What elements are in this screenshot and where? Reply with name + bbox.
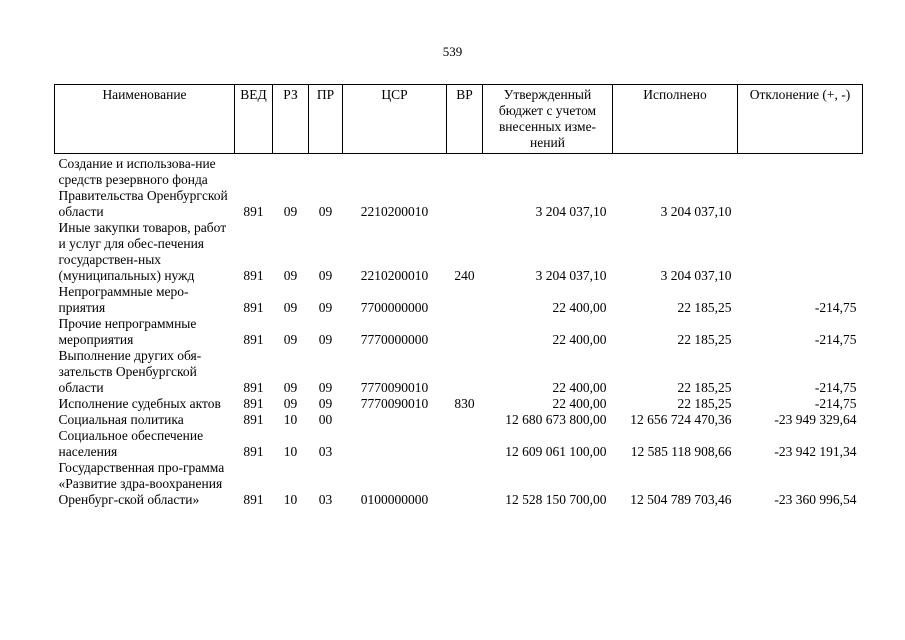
- row-executed: 22 185,25: [677, 396, 732, 411]
- row-vr: [447, 428, 483, 460]
- row-vr: [447, 348, 483, 396]
- row-executed: 12 656 724 470,36: [630, 412, 732, 427]
- budget-table: [54, 84, 863, 508]
- row-vr: [447, 412, 483, 428]
- row-deviation: -214,75: [814, 396, 857, 411]
- row-approved: 3 204 037,10: [535, 268, 607, 283]
- row-executed: 3 204 037,10: [660, 204, 732, 219]
- row-approved: 3 204 037,10: [535, 204, 607, 219]
- row-rz: 09: [283, 380, 298, 395]
- row-executed: 12 504 789 703,46: [630, 492, 732, 507]
- table-row: [55, 348, 863, 396]
- row-csr: 7770090010: [360, 380, 429, 395]
- row-ved: 891: [243, 268, 264, 283]
- row-csr: 2210200010: [360, 204, 429, 219]
- row-ved: 891: [243, 332, 264, 347]
- header-name: Наименование: [55, 85, 235, 154]
- row-rz: 09: [283, 268, 298, 283]
- row-deviation: -23 360 996,54: [774, 492, 857, 507]
- row-pr: 09: [318, 380, 333, 395]
- header-vr: ВР: [447, 85, 483, 154]
- row-executed: 3 204 037,10: [660, 268, 732, 283]
- row-vr: [447, 154, 483, 221]
- row-name: Социальное обеспечение населения: [58, 428, 204, 459]
- row-pr: 09: [318, 204, 333, 219]
- row-approved: 12 528 150 700,00: [505, 492, 607, 507]
- row-csr: 2210200010: [360, 268, 429, 283]
- row-deviation: -214,75: [814, 300, 857, 315]
- row-rz: 09: [283, 332, 298, 347]
- row-name: Иные закупки товаров, работ и услуг для обес-печения государствен-ных (муниципальных) нужд: [58, 220, 227, 283]
- row-csr: [343, 412, 447, 428]
- row-rz: 09: [283, 204, 298, 219]
- row-name: Выполнение других обя-зательств Оренбургской области: [58, 348, 202, 395]
- row-deviation: [738, 154, 863, 221]
- row-deviation: -214,75: [814, 332, 857, 347]
- row-pr: 09: [318, 332, 333, 347]
- header-executed: Исполнено: [613, 85, 738, 154]
- row-vr: [447, 284, 483, 316]
- row-approved: 22 400,00: [552, 380, 607, 395]
- row-ved: 891: [243, 204, 264, 219]
- row-ved: 891: [243, 396, 264, 411]
- row-pr: 09: [318, 268, 333, 283]
- row-executed: 12 585 118 908,66: [630, 444, 732, 459]
- header-ved: ВЕД: [235, 85, 273, 154]
- row-deviation: -214,75: [814, 380, 857, 395]
- row-ved: 891: [243, 412, 264, 427]
- row-rz: 09: [283, 396, 298, 411]
- row-name: Непрограммные меро-приятия: [58, 284, 189, 315]
- row-executed: 22 185,25: [677, 332, 732, 347]
- row-deviation: -23 942 191,34: [774, 444, 857, 459]
- row-csr: 7700000000: [360, 300, 429, 315]
- row-vr: 830: [454, 396, 475, 411]
- table-row: [55, 220, 863, 284]
- row-csr: 7770000000: [360, 332, 429, 347]
- table-row: [55, 316, 863, 348]
- row-rz: 10: [283, 412, 298, 427]
- row-pr: 03: [318, 444, 333, 459]
- row-deviation: [738, 220, 863, 284]
- row-approved: 12 680 673 800,00: [505, 412, 607, 427]
- row-vr: [447, 460, 483, 508]
- header-approved: Утвержденный бюджет с учетом внесенных изме-нений: [483, 85, 613, 154]
- table-row: [55, 460, 863, 508]
- row-rz: 10: [283, 444, 298, 459]
- row-approved: 22 400,00: [552, 300, 607, 315]
- row-ved: 891: [243, 492, 264, 507]
- row-executed: 22 185,25: [677, 380, 732, 395]
- row-approved: 22 400,00: [552, 332, 607, 347]
- row-name: Создание и использова-ние средств резервного фонда Правительства Оренбургской области: [58, 156, 228, 219]
- row-executed: 22 185,25: [677, 300, 732, 315]
- row-approved: 22 400,00: [552, 396, 607, 411]
- row-csr: 7770090010: [360, 396, 429, 411]
- row-name: Государственная про-грамма «Развитие здра-воохранения Оренбург-ской области»: [58, 460, 225, 507]
- header-csr: ЦСР: [343, 85, 447, 154]
- row-name: Прочие непрограммные мероприятия: [58, 316, 197, 347]
- row-name: Исполнение судебных актов: [58, 396, 221, 411]
- header-deviation: Отклонение (+, -): [738, 85, 863, 154]
- row-csr: 0100000000: [360, 492, 429, 507]
- table-row: [55, 284, 863, 316]
- row-csr: [343, 428, 447, 460]
- row-ved: 891: [243, 380, 264, 395]
- row-rz: 09: [283, 300, 298, 315]
- row-name: Социальная политика: [58, 412, 184, 427]
- row-pr: 09: [318, 300, 333, 315]
- table-row: [55, 428, 863, 460]
- row-rz: 10: [283, 492, 298, 507]
- row-deviation: -23 949 329,64: [774, 412, 857, 427]
- row-approved: 12 609 061 100,00: [505, 444, 607, 459]
- page-number: 539: [442, 44, 463, 59]
- row-pr: 03: [318, 492, 333, 507]
- row-vr: [447, 316, 483, 348]
- table-row: [55, 396, 863, 412]
- table-row: [55, 412, 863, 428]
- row-pr: 00: [318, 412, 333, 427]
- table-row: [55, 154, 863, 221]
- table-header-row: [55, 85, 863, 154]
- row-ved: 891: [243, 300, 264, 315]
- header-rz: РЗ: [273, 85, 309, 154]
- row-pr: 09: [318, 396, 333, 411]
- row-vr: 240: [454, 268, 475, 283]
- header-pr: ПР: [309, 85, 343, 154]
- row-ved: 891: [243, 444, 264, 459]
